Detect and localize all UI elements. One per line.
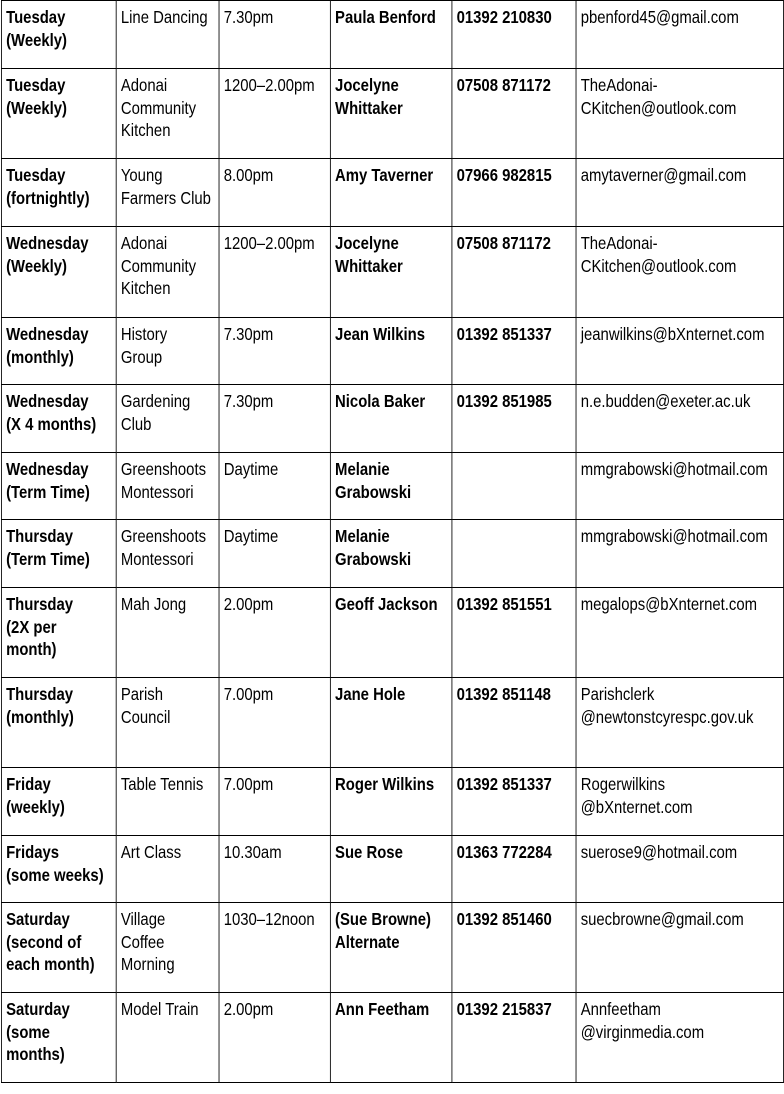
- day-cell: [1, 588, 116, 678]
- email-cell-text: n.e.budden@exeter.ac.uk: [580, 391, 751, 411]
- phone-cell-text: 01392 851148: [456, 684, 551, 704]
- email-cell-text: jeanwilkins@bXnternet.com: [580, 324, 765, 344]
- time-cell: [219, 318, 330, 385]
- day-cell-text: Wednesday (Weekly): [6, 233, 89, 276]
- contact-cell-text: Jane Hole: [335, 684, 406, 704]
- contact-cell: [330, 520, 452, 588]
- activity-cell: [116, 836, 219, 903]
- day-cell-text: Wednesday (X 4 months): [6, 391, 97, 434]
- day-cell-text: Thursday (2X per month): [6, 594, 74, 659]
- table-row: [1, 159, 783, 227]
- activity-cell: [116, 159, 219, 227]
- contact-cell: [330, 1, 452, 69]
- time-cell: [219, 159, 330, 227]
- contact-cell-text: Jocelyne Whittaker: [335, 75, 403, 118]
- time-cell-text: Daytime: [223, 459, 279, 479]
- activity-cell-text: Model Train: [120, 999, 199, 1019]
- phone-cell: [452, 159, 576, 227]
- email-cell: [576, 993, 783, 1083]
- phone-cell-text: 07508 871172: [456, 75, 551, 95]
- table-row: [1, 520, 783, 588]
- phone-cell: [452, 678, 576, 768]
- time-cell-text: 7.30pm: [223, 7, 274, 27]
- activity-cell-text: Young Farmers Club: [120, 165, 211, 208]
- table-row: [1, 993, 783, 1083]
- email-cell-text: suerose9@hotmail.com: [580, 842, 738, 862]
- activity-cell-text: Parish Council: [120, 684, 171, 727]
- activity-cell: [116, 318, 219, 385]
- contact-cell-text: Amy Taverner: [335, 165, 434, 185]
- email-cell: [576, 836, 783, 903]
- activity-cell-text: Table Tennis: [120, 774, 204, 794]
- activity-cell: [116, 903, 219, 993]
- table-row: [1, 678, 783, 768]
- phone-cell-text: 07508 871172: [456, 233, 551, 253]
- contact-cell-text: Geoff Jackson: [335, 594, 438, 614]
- table-row: [1, 227, 783, 318]
- activity-cell: [116, 520, 219, 588]
- activity-cell: [116, 993, 219, 1083]
- email-cell: [576, 520, 783, 588]
- email-cell: [576, 678, 783, 768]
- day-cell: [1, 385, 116, 453]
- time-cell-text: 2.00pm: [223, 999, 274, 1019]
- email-cell: [576, 318, 783, 385]
- contact-cell: [330, 318, 452, 385]
- schedule-body: [1, 1, 783, 1083]
- email-cell: [576, 588, 783, 678]
- phone-cell: [452, 453, 576, 520]
- contact-cell: [330, 227, 452, 318]
- phone-cell-text: 01392 851460: [456, 909, 552, 929]
- time-cell: [219, 1, 330, 69]
- contact-cell: [330, 678, 452, 768]
- table-row: [1, 903, 783, 993]
- activity-cell-text: Gardening Club: [120, 391, 191, 434]
- time-cell-text: 7.00pm: [223, 774, 274, 794]
- contact-cell: [330, 385, 452, 453]
- contact-cell: [330, 69, 452, 159]
- email-cell: [576, 768, 783, 836]
- contact-cell: [330, 453, 452, 520]
- activity-cell: [116, 453, 219, 520]
- contact-cell-text: Sue Rose: [335, 842, 403, 862]
- contact-cell: [330, 588, 452, 678]
- activity-cell-text: Village Coffee Morning: [120, 909, 175, 974]
- email-cell-text: amytaverner@gmail.com: [580, 165, 747, 185]
- table-row: [1, 588, 783, 678]
- activity-cell: [116, 678, 219, 768]
- table-row: [1, 768, 783, 836]
- day-cell-text: Wednesday (Term Time): [6, 459, 90, 502]
- phone-cell: [452, 69, 576, 159]
- email-cell: [576, 1, 783, 69]
- time-cell: [219, 993, 330, 1083]
- day-cell: [1, 678, 116, 768]
- day-cell: [1, 318, 116, 385]
- phone-cell: [452, 903, 576, 993]
- table-row: [1, 318, 783, 385]
- activity-cell: [116, 227, 219, 318]
- day-cell-text: Thursday (monthly): [6, 684, 74, 727]
- email-cell: [576, 69, 783, 159]
- time-cell-text: 1030–12noon: [223, 909, 315, 929]
- day-cell-text: Thursday (Term Time): [6, 526, 90, 569]
- time-cell: [219, 385, 330, 453]
- email-cell: [576, 159, 783, 227]
- time-cell: [219, 69, 330, 159]
- email-cell: [576, 903, 783, 993]
- day-cell: [1, 520, 116, 588]
- email-cell-text: mmgrabowski@hotmail.com: [580, 459, 768, 479]
- contact-cell-text: Paula Benford: [335, 7, 436, 27]
- time-cell: [219, 903, 330, 993]
- phone-cell-text: 01392 851985: [456, 391, 552, 411]
- day-cell: [1, 1, 116, 69]
- email-cell-text: mmgrabowski@hotmail.com: [580, 526, 768, 546]
- time-cell-text: 10.30am: [223, 842, 282, 862]
- activity-cell-text: Greenshoots Montessori: [120, 459, 207, 502]
- phone-cell: [452, 1, 576, 69]
- phone-cell-text: 01392 851337: [456, 774, 552, 794]
- time-cell-text: 7.30pm: [223, 391, 274, 411]
- email-cell-text: Rogerwilkins @bXnternet.com: [580, 774, 693, 817]
- time-cell: [219, 836, 330, 903]
- day-cell-text: Tuesday (Weekly): [6, 7, 68, 50]
- contact-cell-text: Melanie Grabowski: [335, 526, 412, 569]
- schedule-table: [1, 0, 784, 1083]
- day-cell: [1, 159, 116, 227]
- activity-cell-text: Greenshoots Montessori: [120, 526, 207, 569]
- activity-cell: [116, 69, 219, 159]
- phone-cell: [452, 836, 576, 903]
- email-cell: [576, 453, 783, 520]
- activity-cell-text: History Group: [120, 324, 168, 367]
- day-cell: [1, 227, 116, 318]
- phone-cell-text: 01392 215837: [456, 999, 552, 1019]
- time-cell: [219, 453, 330, 520]
- time-cell: [219, 588, 330, 678]
- contact-cell-text: Roger Wilkins: [335, 774, 435, 794]
- table-row: [1, 385, 783, 453]
- email-cell: [576, 385, 783, 453]
- time-cell: [219, 227, 330, 318]
- day-cell: [1, 993, 116, 1083]
- day-cell: [1, 768, 116, 836]
- contact-cell-text: (Sue Browne) Alternate: [335, 909, 431, 952]
- email-cell-text: pbenford45@gmail.com: [580, 7, 739, 27]
- contact-cell: [330, 993, 452, 1083]
- email-cell-text: megalops@bXnternet.com: [580, 594, 758, 614]
- phone-cell: [452, 588, 576, 678]
- email-cell-text: TheAdonai- CKitchen@outlook.com: [580, 75, 737, 118]
- phone-cell: [452, 318, 576, 385]
- activity-cell: [116, 768, 219, 836]
- day-cell-text: Wednesday (monthly): [6, 324, 89, 367]
- phone-cell-text: 01392 851551: [456, 594, 552, 614]
- phone-cell-text: 01363 772284: [456, 842, 552, 862]
- phone-cell: [452, 993, 576, 1083]
- time-cell-text: 1200–2.00pm: [223, 75, 315, 95]
- day-cell-text: Saturday (second of each month): [6, 909, 95, 974]
- day-cell-text: Tuesday (Weekly): [6, 75, 68, 118]
- time-cell-text: 2.00pm: [223, 594, 274, 614]
- phone-cell-text: 01392 851337: [456, 324, 552, 344]
- time-cell: [219, 678, 330, 768]
- phone-cell: [452, 768, 576, 836]
- contact-cell: [330, 768, 452, 836]
- day-cell: [1, 453, 116, 520]
- day-cell-text: Tuesday (fortnightly): [6, 165, 90, 208]
- activity-cell-text: Adonai Community Kitchen: [120, 75, 197, 140]
- time-cell: [219, 768, 330, 836]
- time-cell-text: Daytime: [223, 526, 279, 546]
- contact-cell: [330, 159, 452, 227]
- activity-cell-text: Adonai Community Kitchen: [120, 233, 197, 298]
- activity-cell: [116, 588, 219, 678]
- email-cell-text: suecbrowne@gmail.com: [580, 909, 744, 929]
- contact-cell: [330, 903, 452, 993]
- email-cell-text: Annfeetham @virginmedia.com: [580, 999, 705, 1042]
- activity-cell-text: Mah Jong: [120, 594, 187, 614]
- phone-cell-text: 07966 982815: [456, 165, 552, 185]
- day-cell: [1, 903, 116, 993]
- activity-cell: [116, 385, 219, 453]
- email-cell-text: Parishclerk @newtonstcyrespc.gov.uk: [580, 684, 754, 727]
- day-cell: [1, 836, 116, 903]
- time-cell-text: 1200–2.00pm: [223, 233, 315, 253]
- contact-cell-text: Melanie Grabowski: [335, 459, 412, 502]
- table-row: [1, 453, 783, 520]
- day-cell-text: Saturday (some months): [6, 999, 70, 1064]
- phone-cell: [452, 385, 576, 453]
- activity-cell: [116, 1, 219, 69]
- table-row: [1, 1, 783, 69]
- activity-cell-text: Art Class: [120, 842, 182, 862]
- contact-cell-text: Jean Wilkins: [335, 324, 426, 344]
- phone-cell: [452, 227, 576, 318]
- time-cell-text: 7.30pm: [223, 324, 274, 344]
- table-row: [1, 836, 783, 903]
- day-cell-text: Friday (weekly): [6, 774, 65, 817]
- time-cell-text: 7.00pm: [223, 684, 274, 704]
- day-cell: [1, 69, 116, 159]
- time-cell-text: 8.00pm: [223, 165, 274, 185]
- email-cell: [576, 227, 783, 318]
- phone-cell: [452, 520, 576, 588]
- contact-cell-text: Jocelyne Whittaker: [335, 233, 403, 276]
- time-cell: [219, 520, 330, 588]
- email-cell-text: TheAdonai- CKitchen@outlook.com: [580, 233, 737, 276]
- phone-cell-text: 01392 210830: [456, 7, 552, 27]
- contact-cell-text: Nicola Baker: [335, 391, 426, 411]
- day-cell-text: Fridays (some weeks): [6, 842, 104, 885]
- contact-cell-text: Ann Feetham: [335, 999, 430, 1019]
- contact-cell: [330, 836, 452, 903]
- activity-cell-text: Line Dancing: [120, 7, 208, 27]
- table-row: [1, 69, 783, 159]
